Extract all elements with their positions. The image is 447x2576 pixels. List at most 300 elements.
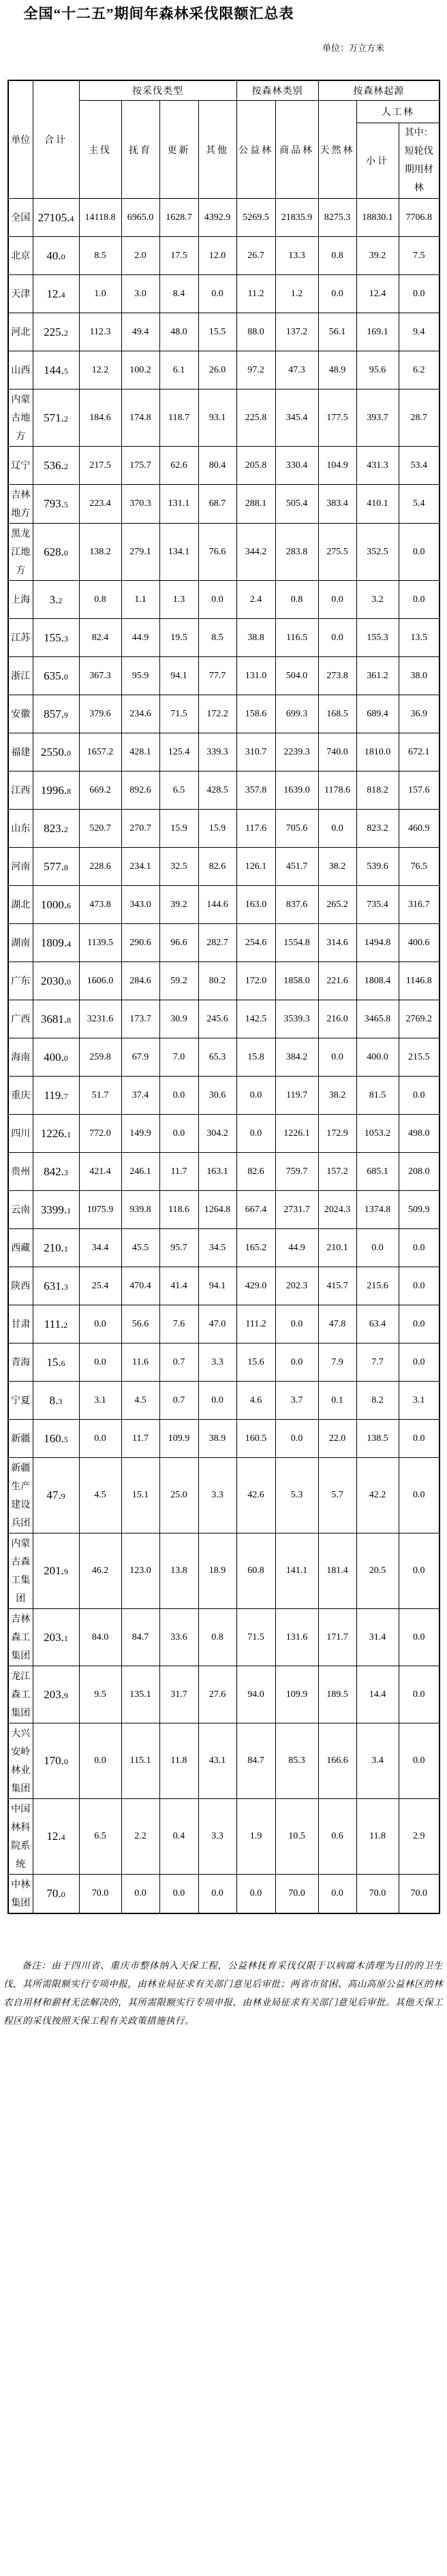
total-integer-part: 842.: [44, 1164, 64, 1178]
total-decimal-part: 3: [63, 1167, 68, 1177]
cell-value: 0.0: [399, 1458, 440, 1533]
table-row: [8, 1191, 440, 1229]
cell-value: 189.5: [318, 1666, 356, 1723]
total-integer-part: 1000.: [40, 897, 67, 911]
table-row: [8, 1420, 440, 1458]
table-row: [8, 485, 440, 524]
cell-total: [33, 1305, 79, 1343]
cell-value: 1858.0: [275, 962, 318, 1000]
cell-total: [33, 924, 79, 962]
cell-value: 0.0: [318, 619, 356, 657]
cell-value: 7.0: [159, 1038, 198, 1077]
table-row: [8, 313, 440, 351]
cell-value: 42.2: [356, 1458, 399, 1533]
cell-value: 339.3: [198, 733, 236, 772]
table-row: [8, 1666, 440, 1723]
cell-value: 85.3: [275, 1723, 318, 1799]
cell-value: 275.5: [318, 524, 356, 581]
cell-value: 38.0: [399, 657, 440, 695]
cell-total: [33, 1191, 79, 1229]
total-decimal-part: 1: [63, 1243, 68, 1254]
cell-value: 1810.0: [356, 733, 399, 772]
cell-value: 217.5: [79, 447, 121, 485]
cell-value: 225.8: [236, 389, 275, 447]
total-integer-part: 2550.: [40, 745, 67, 759]
header-total: 合计: [33, 80, 79, 199]
cell-value: 383.4: [318, 485, 356, 524]
cell-value: 4.6: [236, 1382, 275, 1420]
cell-value: 11.7: [159, 1153, 198, 1191]
total-decimal-part: 2: [63, 461, 68, 471]
cell-value: 0.0: [198, 1382, 236, 1420]
cell-value: 2731.7: [275, 1191, 318, 1229]
cell-value: 361.2: [356, 657, 399, 695]
total-integer-part: 12.: [46, 1830, 61, 1843]
quota-table: [7, 80, 440, 1914]
cell-value: 509.9: [399, 1191, 440, 1229]
table-row: [8, 962, 440, 1000]
cell-value: 343.0: [121, 886, 159, 924]
row-label: 中国林科院系统: [8, 1799, 33, 1875]
cell-value: 470.4: [121, 1267, 159, 1305]
total-decimal-part: 6: [67, 900, 72, 910]
total-decimal-part: 5: [63, 1434, 68, 1444]
cell-value: 94.1: [198, 1267, 236, 1305]
cell-value: 1053.2: [356, 1115, 399, 1153]
row-label: 吉林地方: [8, 485, 33, 524]
table-row: [8, 657, 440, 695]
cell-value: 1139.5: [79, 924, 121, 962]
total-integer-part: 15.: [46, 1355, 61, 1369]
total-decimal-part: 0: [67, 748, 72, 758]
row-label: 中林集团: [8, 1875, 33, 1914]
header-cutting-other: 其他: [198, 101, 236, 199]
cell-value: 370.3: [121, 485, 159, 524]
header-group-forest-category: 按森林类别: [236, 80, 318, 101]
cell-value: 65.3: [198, 1038, 236, 1077]
cell-value: 104.9: [318, 447, 356, 485]
cell-value: 39.2: [159, 886, 198, 924]
total-integer-part: 27105.: [37, 210, 70, 224]
cell-value: 431.3: [356, 447, 399, 485]
cell-value: 415.7: [318, 1267, 356, 1305]
page-title: 全国“十二五”期间年森林采伐限额汇总表: [23, 5, 294, 22]
table-row: [8, 1875, 440, 1914]
cell-value: 126.1: [236, 848, 275, 886]
cell-value: 0.7: [159, 1382, 198, 1420]
cell-value: 8275.3: [318, 199, 356, 237]
cell-value: 125.4: [159, 733, 198, 772]
row-label: 江苏: [8, 619, 33, 657]
cell-total: [33, 1343, 79, 1382]
cell-value: 205.8: [236, 447, 275, 485]
cell-value: 138.5: [356, 1420, 399, 1458]
table-row: [8, 1000, 440, 1038]
cell-value: 15.9: [159, 810, 198, 848]
total-decimal-part: 6: [61, 1358, 65, 1368]
cell-value: 10.5: [275, 1799, 318, 1875]
cell-value: 157.2: [318, 1153, 356, 1191]
cell-value: 0.0: [275, 1343, 318, 1382]
cell-value: 772.0: [79, 1115, 121, 1153]
cell-value: 47.3: [275, 351, 318, 389]
cell-value: 33.6: [159, 1609, 198, 1666]
table-row: [8, 848, 440, 886]
cell-value: 166.6: [318, 1723, 356, 1799]
cell-value: 13.8: [159, 1533, 198, 1609]
cell-value: 11.7: [121, 1420, 159, 1458]
cell-value: 59.2: [159, 962, 198, 1000]
cell-value: 174.8: [121, 389, 159, 447]
cell-value: 5.3: [275, 1458, 318, 1533]
table-header: [8, 80, 440, 199]
cell-value: 13.5: [399, 619, 440, 657]
row-label: 四川: [8, 1115, 33, 1153]
total-decimal-part: 0: [63, 1053, 68, 1063]
cell-value: 44.9: [275, 1229, 318, 1267]
cell-value: 109.9: [159, 1420, 198, 1458]
cell-value: 42.6: [236, 1458, 275, 1533]
total-integer-part: 3399.: [40, 1203, 67, 1216]
cell-value: 26.0: [198, 351, 236, 389]
cell-value: 17.5: [159, 237, 198, 275]
cell-value: 223.4: [79, 485, 121, 524]
cell-value: 699.3: [275, 695, 318, 733]
total-decimal-part: 2: [63, 413, 68, 424]
total-integer-part: 571.: [44, 411, 64, 424]
cell-value: 184.6: [79, 389, 121, 447]
cell-value: 36.9: [399, 695, 440, 733]
cell-value: 6.5: [159, 772, 198, 810]
cell-value: 30.6: [198, 1077, 236, 1115]
row-label: 吉林森工集团: [8, 1609, 33, 1666]
cell-value: 25.0: [159, 1458, 198, 1533]
cell-value: 3.3: [198, 1799, 236, 1875]
row-label: 安徽: [8, 695, 33, 733]
total-integer-part: 203.: [44, 1687, 64, 1701]
cell-value: 410.1: [356, 485, 399, 524]
cell-total: [33, 1533, 79, 1609]
table-row: [8, 1267, 440, 1305]
cell-value: 215.6: [356, 1267, 399, 1305]
cell-value: 4.5: [79, 1458, 121, 1533]
cell-value: 38.2: [318, 848, 356, 886]
cell-value: 892.6: [121, 772, 159, 810]
total-decimal-part: 0: [67, 976, 72, 987]
cell-value: 393.7: [356, 389, 399, 447]
cell-total: [33, 524, 79, 581]
total-decimal-part: 8: [63, 862, 68, 872]
cell-value: 15.1: [121, 1458, 159, 1533]
cell-value: 67.9: [121, 1038, 159, 1077]
table-row: [8, 619, 440, 657]
cell-value: 172.2: [198, 695, 236, 733]
cell-value: 84.7: [236, 1723, 275, 1799]
cell-value: 3.1: [399, 1382, 440, 1420]
cell-value: 88.0: [236, 313, 275, 351]
cell-value: 76.6: [198, 524, 236, 581]
cell-value: 759.7: [275, 1153, 318, 1191]
cell-total: [33, 1153, 79, 1191]
cell-value: 131.6: [275, 1609, 318, 1666]
total-integer-part: 793.: [44, 497, 64, 510]
cell-value: 8.5: [79, 237, 121, 275]
cell-value: 15.6: [236, 1343, 275, 1382]
cell-value: 460.9: [399, 810, 440, 848]
cell-value: 165.2: [236, 1229, 275, 1267]
cell-value: 1639.0: [275, 772, 318, 810]
total-integer-part: 8.: [49, 1393, 59, 1407]
cell-value: 2.2: [121, 1799, 159, 1875]
cell-value: 818.2: [356, 772, 399, 810]
cell-value: 1808.4: [356, 962, 399, 1000]
cell-value: 118.7: [159, 389, 198, 447]
cell-value: 100.2: [121, 351, 159, 389]
cell-value: 32.5: [159, 848, 198, 886]
row-label: 山西: [8, 351, 33, 389]
cell-value: 0.6: [318, 1799, 356, 1875]
cell-total: [33, 1609, 79, 1666]
total-integer-part: 47.: [46, 1489, 61, 1501]
total-decimal-part: 3: [63, 633, 68, 643]
cell-value: 43.1: [198, 1723, 236, 1799]
header-category-commercial: 商品林: [275, 101, 318, 199]
cell-value: 0.0: [399, 581, 440, 619]
cell-value: 221.6: [318, 962, 356, 1000]
cell-value: 1554.8: [275, 924, 318, 962]
cell-value: 0.0: [399, 1609, 440, 1666]
cell-value: 81.5: [356, 1077, 399, 1115]
cell-value: 228.6: [79, 848, 121, 886]
total-integer-part: 210.: [44, 1241, 64, 1254]
cell-value: 0.0: [318, 810, 356, 848]
cell-value: 1.9: [236, 1799, 275, 1875]
cell-value: 38.8: [236, 619, 275, 657]
cell-value: 14118.8: [79, 199, 121, 237]
total-decimal-part: 9: [61, 1491, 65, 1501]
cell-value: 116.5: [275, 619, 318, 657]
header-origin-planted: 人工林: [356, 101, 440, 123]
cell-value: 44.9: [121, 619, 159, 657]
cell-value: 202.3: [275, 1267, 318, 1305]
cell-total: [33, 581, 79, 619]
cell-value: 270.7: [121, 810, 159, 848]
total-integer-part: 1809.: [40, 936, 67, 949]
cell-total: [33, 1458, 79, 1533]
cell-value: 265.2: [318, 886, 356, 924]
total-decimal-part: 8: [67, 1015, 72, 1025]
table-row: [8, 1305, 440, 1343]
cell-value: 1075.9: [79, 1191, 121, 1229]
cell-value: 56.6: [121, 1305, 159, 1343]
cell-value: 2239.3: [275, 733, 318, 772]
cell-value: 18.9: [198, 1533, 236, 1609]
cell-value: 473.8: [79, 886, 121, 924]
header-unit: 单位: [8, 80, 33, 199]
cell-value: 5.4: [399, 485, 440, 524]
row-label: 新疆: [8, 1420, 33, 1458]
cell-value: 0.0: [79, 1305, 121, 1343]
row-label: 贵州: [8, 1153, 33, 1191]
header-group-cutting-type: 按采伐类型: [79, 80, 236, 101]
cell-value: 168.5: [318, 695, 356, 733]
cell-value: 0.0: [399, 524, 440, 581]
cell-value: 3.3: [198, 1343, 236, 1382]
cell-value: 34.5: [198, 1229, 236, 1267]
cell-value: 2.9: [399, 1799, 440, 1875]
cell-value: 11.8: [356, 1799, 399, 1875]
unit-label: 单位：万立方米: [322, 43, 384, 53]
cell-value: 12.4: [356, 275, 399, 313]
header-origin-natural: 天然林: [318, 101, 356, 199]
cell-value: 77.7: [198, 657, 236, 695]
total-integer-part: 3.: [49, 592, 59, 606]
cell-total: [33, 485, 79, 524]
cell-value: 0.1: [318, 1382, 356, 1420]
total-decimal-part: 7: [63, 1091, 68, 1101]
cell-total: [33, 1723, 79, 1799]
cell-value: 0.0: [198, 275, 236, 313]
cell-value: 428.1: [121, 733, 159, 772]
cell-value: 1606.0: [79, 962, 121, 1000]
total-decimal-part: 0: [61, 1890, 65, 1899]
total-decimal-part: 4: [67, 938, 72, 949]
table-row: [8, 237, 440, 275]
footnote: 备注：由于四川省、重庆市整体纳入天保工程，公益林抚育采伐仅限于以病腐木清理为目的的卫生伐，其所需限额实行专项申报，由林业局征求有关部门意见后审批；两省市贫困、高山高原公益林区的林农自用材和薪材无法解决的，其所需限额实行专项申报，由林业局征求有关部门意见后审批。其他天保工程区的采伐按照天保工程有关政策措施执行。: [3, 1960, 443, 2026]
cell-value: 60.8: [236, 1533, 275, 1609]
cell-total: [33, 275, 79, 313]
header-category-public: 公益林: [236, 101, 275, 199]
cell-total: [33, 1666, 79, 1723]
cell-value: 70.0: [356, 1875, 399, 1914]
cell-value: 181.4: [318, 1533, 356, 1609]
cell-value: 0.0: [356, 1229, 399, 1267]
cell-value: 38.9: [198, 1420, 236, 1458]
cell-total: [33, 199, 79, 237]
cell-value: 288.1: [236, 485, 275, 524]
cell-value: 0.8: [79, 581, 121, 619]
cell-value: 48.9: [318, 351, 356, 389]
cell-value: 7.9: [318, 1343, 356, 1382]
cell-total: [33, 313, 79, 351]
cell-value: 15.9: [198, 810, 236, 848]
cell-value: 0.0: [399, 1077, 440, 1115]
header-cutting-regeneration: 更新: [159, 101, 198, 199]
cell-value: 216.0: [318, 1000, 356, 1038]
row-label: 广西: [8, 1000, 33, 1038]
cell-value: 1657.2: [79, 733, 121, 772]
row-label: 甘肃: [8, 1305, 33, 1343]
cell-value: 141.1: [275, 1533, 318, 1609]
cell-value: 6965.0: [121, 199, 159, 237]
cell-value: 282.7: [198, 924, 236, 962]
cell-value: 939.8: [121, 1191, 159, 1229]
cell-value: 823.2: [356, 810, 399, 848]
total-integer-part: 2030.: [40, 974, 67, 987]
cell-value: 68.7: [198, 485, 236, 524]
total-integer-part: 3681.: [40, 1012, 67, 1025]
cell-total: [33, 1420, 79, 1458]
cell-value: 4392.9: [198, 199, 236, 237]
header-planted-subtotal: 小计: [356, 123, 399, 199]
cell-value: 38.2: [318, 1077, 356, 1115]
cell-value: 344.2: [236, 524, 275, 581]
cell-value: 283.8: [275, 524, 318, 581]
cell-value: 4.5: [121, 1382, 159, 1420]
cell-value: 539.6: [356, 848, 399, 886]
cell-value: 3465.8: [356, 1000, 399, 1038]
cell-value: 5.7: [318, 1458, 356, 1533]
cell-value: 7706.8: [399, 199, 440, 237]
cell-value: 0.0: [275, 1305, 318, 1343]
cell-value: 7.6: [159, 1305, 198, 1343]
cell-value: 115.1: [121, 1723, 159, 1799]
total-integer-part: 201.: [44, 1564, 64, 1577]
cell-value: 3.1: [79, 1382, 121, 1420]
cell-total: [33, 695, 79, 733]
row-label: 江西: [8, 772, 33, 810]
cell-value: 15.8: [236, 1038, 275, 1077]
cell-total: [33, 1799, 79, 1875]
total-integer-part: 70.: [46, 1887, 61, 1900]
cell-value: 1.2: [275, 275, 318, 313]
cell-total: [33, 1038, 79, 1077]
cell-value: 8.2: [356, 1382, 399, 1420]
cell-value: 428.5: [198, 772, 236, 810]
total-decimal-part: 0: [61, 251, 65, 261]
total-integer-part: 628.: [44, 545, 64, 558]
table-row: [8, 772, 440, 810]
table-row: [8, 1533, 440, 1609]
table-row: [8, 1382, 440, 1420]
cell-value: 2024.3: [318, 1191, 356, 1229]
cell-value: 14.4: [356, 1666, 399, 1723]
cell-value: 0.7: [159, 1343, 198, 1382]
cell-value: 837.6: [275, 886, 318, 924]
table-body: [8, 199, 440, 1914]
cell-value: 34.4: [79, 1229, 121, 1267]
cell-value: 2.4: [236, 581, 275, 619]
total-decimal-part: 0: [63, 1757, 68, 1766]
cell-value: 160.5: [236, 1420, 275, 1458]
row-label: 天津: [8, 275, 33, 313]
cell-value: 667.4: [236, 1191, 275, 1229]
cell-value: 6.2: [399, 351, 440, 389]
total-decimal-part: 8: [67, 786, 72, 796]
cell-value: 1628.7: [159, 199, 198, 237]
cell-value: 669.2: [79, 772, 121, 810]
table-row: [8, 1343, 440, 1382]
cell-value: 0.0: [121, 1875, 159, 1914]
cell-value: 12.0: [198, 237, 236, 275]
row-label: 河北: [8, 313, 33, 351]
cell-value: 3.0: [121, 275, 159, 313]
cell-value: 284.6: [121, 962, 159, 1000]
cell-value: 0.0: [198, 1875, 236, 1914]
cell-value: 117.6: [236, 810, 275, 848]
cell-value: 0.0: [236, 1115, 275, 1153]
table-row: [8, 695, 440, 733]
cell-value: 70.0: [399, 1875, 440, 1914]
cell-value: 400.6: [399, 924, 440, 962]
cell-total: [33, 1267, 79, 1305]
row-label: 福建: [8, 733, 33, 772]
cell-value: 246.1: [121, 1153, 159, 1191]
total-integer-part: 1226.: [40, 1126, 67, 1140]
cell-value: 304.2: [198, 1115, 236, 1153]
row-label: 宁夏: [8, 1382, 33, 1420]
total-integer-part: 400.: [44, 1050, 64, 1064]
